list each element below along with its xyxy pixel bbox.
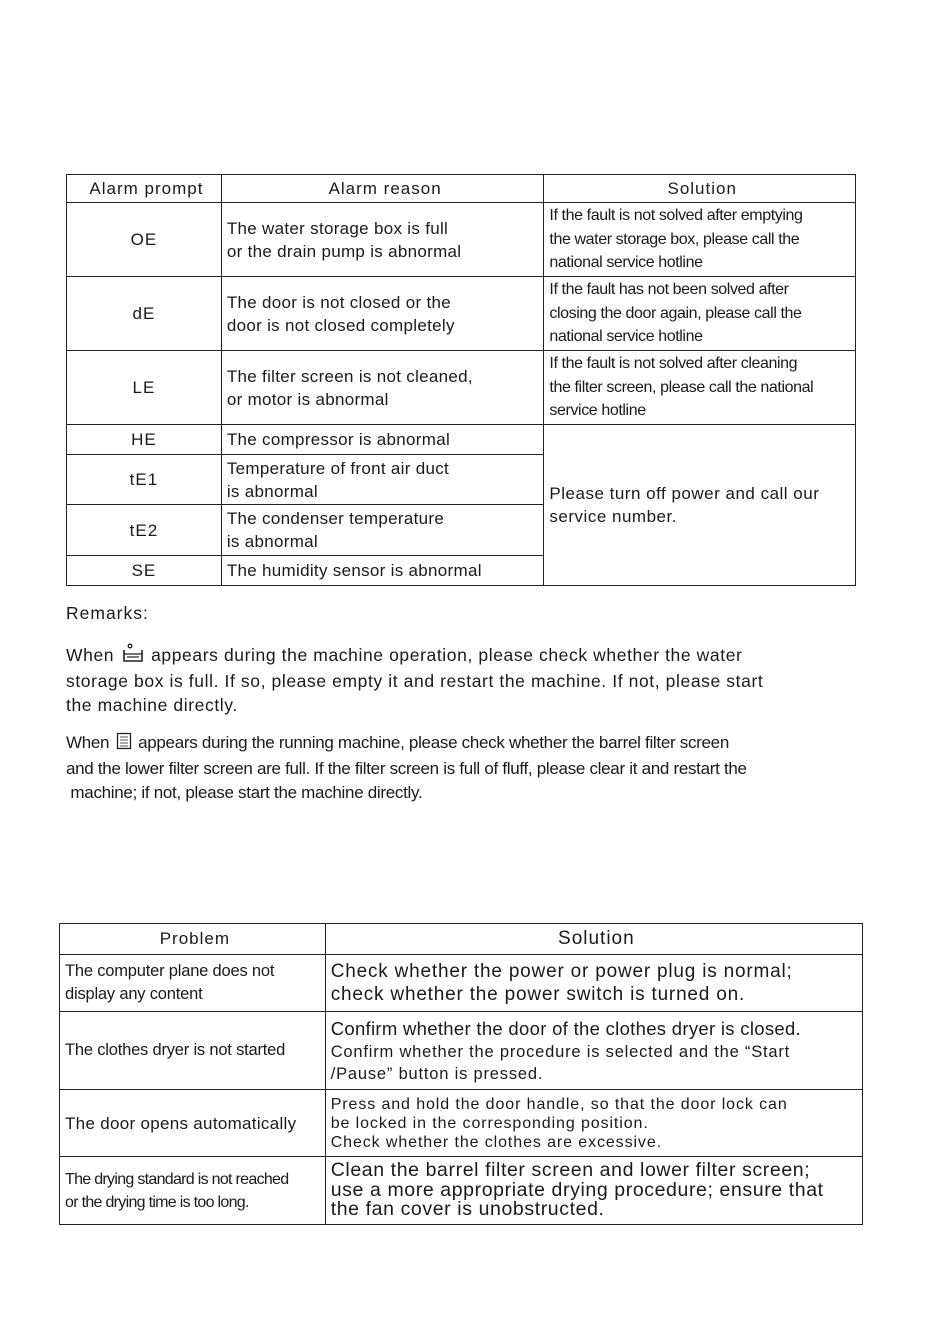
alarm-prompt-header: Alarm prompt [67, 175, 222, 203]
table-row [67, 425, 856, 455]
problem-cell: The drying standard is not reached or the drying time is too long. [60, 1157, 326, 1225]
problem-cell: The computer plane does not display any content [60, 955, 326, 1012]
table-row [67, 203, 856, 277]
table-row [67, 351, 856, 425]
solution-cell: Check whether the power or power plug is normal; check whether the power switch is turned on. [325, 955, 862, 1012]
table-row [67, 277, 856, 351]
table-row [60, 1012, 863, 1090]
solution-cell: Press and hold the door handle, so that the door lock can be locked in the corresponding position. Check whether the clothes are excessive. [325, 1090, 862, 1157]
alarm-code: OE [67, 203, 222, 277]
alarm-code-table [66, 174, 856, 586]
filter-screen-icon [116, 732, 132, 757]
table-row [60, 1090, 863, 1157]
alarm-reason: The filter screen is not cleaned, or motor is abnormal [221, 351, 544, 425]
alarm-reason: The water storage box is full or the drain pump is abnormal [221, 203, 544, 277]
alarm-solution: If the fault is not solved after cleaning the filter screen, please call the national service hotline [544, 351, 856, 425]
solution-cell: Confirm whether the door of the clothes dryer is closed. Confirm whether the procedure is selected and the “Start /Pause” button is pressed. [325, 1012, 862, 1090]
alarm-solution: If the fault is not solved after emptying the water storage box, please call the national service hotline [544, 203, 856, 277]
problem-table-header-row [60, 924, 863, 955]
alarm-reason: The door is not closed or the door is not closed completely [221, 277, 544, 351]
alarm-reason: The condenser temperature is abnormal [221, 505, 544, 556]
alarm-code: tE1 [67, 455, 222, 505]
problem-cell: The clothes dryer is not started [60, 1012, 326, 1090]
alarm-code: SE [67, 556, 222, 586]
solution-header: Solution [325, 924, 862, 955]
solution-header: Solution [544, 175, 856, 203]
shared-solution: Please turn off power and call our service number. [544, 425, 856, 586]
remark-water-tank: When appears during the machine operation, please check whether the water storage box is full. If so, please empty it and restart the machine. If not, please start the machine directly. [66, 645, 764, 715]
alarm-reason-header: Alarm reason [221, 175, 544, 203]
solution-cell: Clean the barrel filter screen and lower filter screen; use a more appropriate drying procedure; ensure that the fan cover is unobstructed. [325, 1157, 862, 1225]
problem-header: Problem [60, 924, 326, 955]
remarks-title: Remarks: [66, 603, 149, 623]
alarm-code: LE [67, 351, 222, 425]
alarm-code: tE2 [67, 505, 222, 556]
table-row [60, 955, 863, 1012]
remark-filter-screen: When appears during the running machine, please check whether the barrel filter screen and the lower filter screen are full. If the filter screen is full of fluff, please clear it and restart the machine; if not, please start the machine directly. [66, 733, 747, 802]
troubleshooting-table [59, 923, 863, 1225]
alarm-code: HE [67, 425, 222, 455]
alarm-code: dE [67, 277, 222, 351]
table-row [60, 1157, 863, 1225]
alarm-reason: The compressor is abnormal [221, 425, 544, 455]
problem-cell: The door opens automatically [60, 1090, 326, 1157]
alarm-reason: Temperature of front air duct is abnormal [221, 455, 544, 505]
alarm-table-header-row [67, 175, 856, 203]
water-tank-icon [122, 643, 144, 669]
alarm-reason: The humidity sensor is abnormal [221, 556, 544, 586]
alarm-solution: If the fault has not been solved after closing the door again, please call the national service hotline [544, 277, 856, 351]
